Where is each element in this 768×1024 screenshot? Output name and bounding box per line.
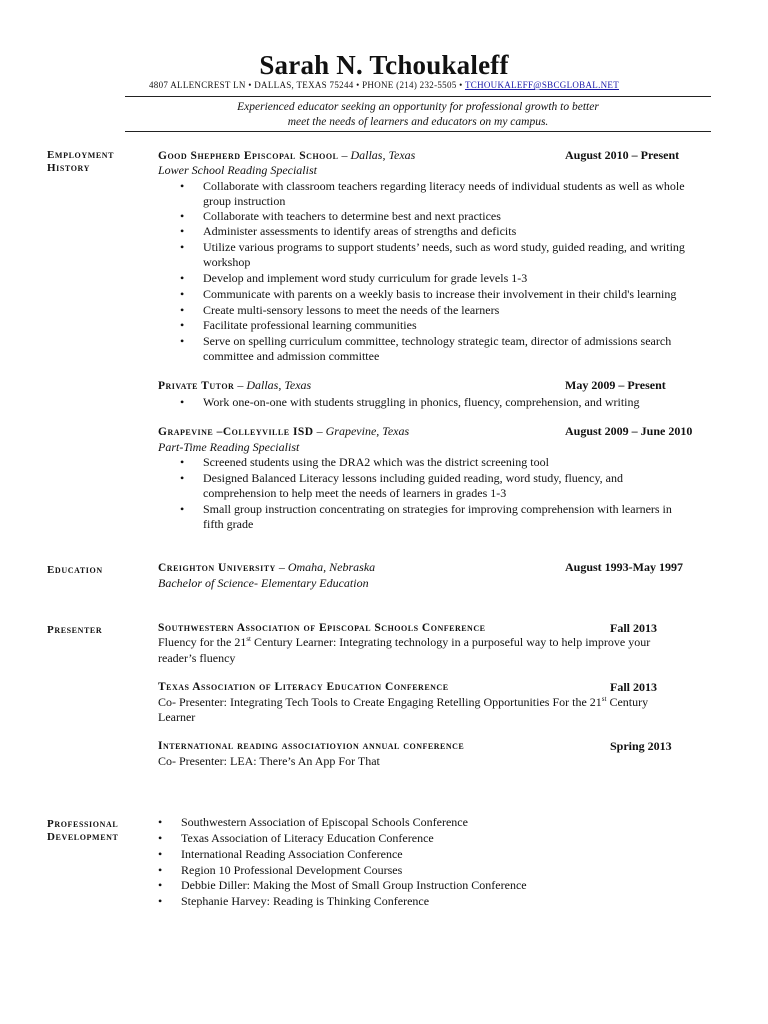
presentation-text: Co- Presenter: Integrating Tech Tools to Create Engaging Retelling Opportunities For the 21 <box>158 695 602 709</box>
bullet-icon: • <box>180 224 185 238</box>
objective <box>125 100 711 129</box>
development-item: International Reading Association Conference <box>181 847 403 861</box>
job-dates: August 2010 – Present <box>565 148 680 162</box>
bullet-text: comprehension to help meet the needs of learners in grades 1-3 <box>203 486 507 500</box>
job-location: Dallas, Texas <box>246 378 312 392</box>
bullet-text: workshop <box>203 255 251 269</box>
degree: Bachelor of Science- Elementary Education <box>158 576 369 590</box>
bullet-icon: • <box>158 815 163 829</box>
job-heading <box>158 424 409 439</box>
bullet-icon: • <box>180 287 185 301</box>
bullet-text: group instruction <box>203 194 286 208</box>
bullet-icon: • <box>180 179 185 193</box>
presentation-description-continued: reader’s fluency <box>158 651 236 665</box>
development-item: Texas Association of Literacy Education Conference <box>181 831 434 845</box>
bullet-icon: • <box>180 471 185 485</box>
bullet-text: fifth grade <box>203 517 254 531</box>
development-item: Stephanie Harvey: Reading is Thinking Conference <box>181 894 430 908</box>
job-title: Lower School Reading Specialist <box>158 163 317 177</box>
section-label-line: Professional <box>47 818 119 830</box>
bullet-text: Collaborate with teachers to determine best and next practices <box>203 209 501 223</box>
presentation-date: Fall 2013 <box>610 621 657 635</box>
section-label-line: History <box>47 162 91 174</box>
separator: – <box>313 424 326 438</box>
presentation-description: Co- Presenter: LEA: There’s An App For That <box>158 754 380 768</box>
development-item: Debbie Diller: Making the Most of Small Group Instruction Conference <box>181 878 527 892</box>
bullet-icon: • <box>158 863 163 877</box>
bullet-icon: • <box>180 303 185 317</box>
job-employer: Private Tutor <box>158 380 235 392</box>
bullet-text: Small group instruction concentrating on strategies for improving comprehension with learners in <box>203 502 672 516</box>
presentation-description-continued: Learner <box>158 710 196 724</box>
contact-details: 4807 ALLENCREST LN • DALLAS, TEXAS 75244 • PHONE (214) 232-5505 • <box>148 80 463 90</box>
presentation-date: Fall 2013 <box>610 680 657 694</box>
bullet-icon: • <box>158 847 163 861</box>
bullet-icon: • <box>180 502 185 516</box>
superscript: st <box>246 635 251 643</box>
section-education: Education <box>47 564 103 576</box>
section-professional-development <box>47 818 118 844</box>
header-rule-bottom <box>125 131 711 132</box>
bullet-icon: • <box>158 831 163 845</box>
job-location: Grapevine, Texas <box>325 424 410 438</box>
presentation-text: Fluency for the 21 <box>158 635 247 649</box>
section-label-line: Employment <box>47 149 115 161</box>
bullet-text: Designed Balanced Literacy lessons including guided reading, word study, fluency, and <box>203 471 623 485</box>
bullet-icon: • <box>180 240 185 254</box>
presentation-conference: Southwestern Association of Episcopal Schools Conference <box>158 622 486 634</box>
presentation-text: Century <box>606 695 649 709</box>
job-dates: May 2009 – Present <box>565 378 666 392</box>
superscript: st <box>601 695 607 703</box>
objective-line-1: Experienced educator seeking an opportunity for professional growth to better <box>237 101 599 113</box>
presentation-date: Spring 2013 <box>610 739 672 753</box>
header-rule-top <box>125 96 711 97</box>
separator: – <box>275 560 288 574</box>
bullet-text: Facilitate professional learning communities <box>203 318 417 332</box>
email-link[interactable]: TCHOUKALEFF@SBCGLOBAL.NET <box>464 80 620 90</box>
development-item: Region 10 Professional Development Courses <box>181 863 403 877</box>
section-presenter: Presenter <box>47 624 103 636</box>
bullet-text: Communicate with parents on a weekly basis to increase their involvement in their child's learning <box>203 287 677 301</box>
presentation-text: Century Learner: Integrating technology in a purposeful way to help improve your <box>250 635 651 649</box>
job-location: Dallas, Texas <box>350 148 416 162</box>
bullet-text: Administer assessments to identify areas of strengths and deficits <box>203 224 517 238</box>
bullet-text: Create multi-sensory lessons to meet the needs of the learners <box>203 303 500 317</box>
presentation-conference: International reading associatioyion annual conference <box>158 740 465 752</box>
bullet-text: Screened students using the DRA2 which was the district screening tool <box>203 455 549 469</box>
objective-line-2: meet the needs of learners and educators on my campus. <box>287 115 549 128</box>
bullet-text: committee and admission committee <box>203 349 380 363</box>
school-location: Omaha, Nebraska <box>287 560 376 574</box>
school-name: Creighton University <box>158 562 276 574</box>
bullet-icon: • <box>180 455 185 469</box>
job-dates: August 2009 – June 2010 <box>565 424 693 438</box>
bullet-icon: • <box>180 209 185 223</box>
bullet-icon: • <box>180 395 185 409</box>
contact-line <box>0 80 768 90</box>
presentation-description <box>158 695 648 709</box>
development-item: Southwestern Association of Episcopal Schools Conference <box>181 815 468 829</box>
separator: – <box>338 148 351 162</box>
education-dates: August 1993-May 1997 <box>565 560 684 574</box>
job-employer: Good Shepherd Episcopal School <box>158 150 339 162</box>
bullet-icon: • <box>158 878 163 892</box>
job-heading <box>158 378 311 393</box>
section-employment-history <box>47 149 114 175</box>
bullet-text: Serve on spelling curriculum committee, technology strategic team, director of admissions search <box>203 334 672 348</box>
job-heading <box>158 148 415 163</box>
bullet-text: Work one-on-one with students struggling in phonics, fluency, comprehension, and writing <box>203 395 640 409</box>
bullet-text: Develop and implement word study curriculum for grade levels 1-3 <box>203 271 528 285</box>
presentation-description <box>158 635 650 649</box>
separator: – <box>234 378 247 392</box>
job-title: Part-Time Reading Specialist <box>158 440 300 454</box>
bullet-icon: • <box>180 318 185 332</box>
bullet-text: Utilize various programs to support students’ needs, such as word study, guided reading, and writing <box>203 240 685 254</box>
education-heading <box>158 560 375 575</box>
resume-name: Sarah N. Tchoukaleff <box>259 50 509 80</box>
bullet-icon: • <box>180 334 185 348</box>
bullet-text: Collaborate with classroom teachers regarding literacy needs of individual students as well as whole <box>203 179 685 193</box>
job-employer: Grapevine –Colleyville ISD <box>158 426 314 438</box>
bullet-icon: • <box>158 894 163 908</box>
presentation-conference: Texas Association of Literacy Education Conference <box>158 681 449 693</box>
section-label-line: Development <box>47 831 119 843</box>
bullet-icon: • <box>180 271 185 285</box>
